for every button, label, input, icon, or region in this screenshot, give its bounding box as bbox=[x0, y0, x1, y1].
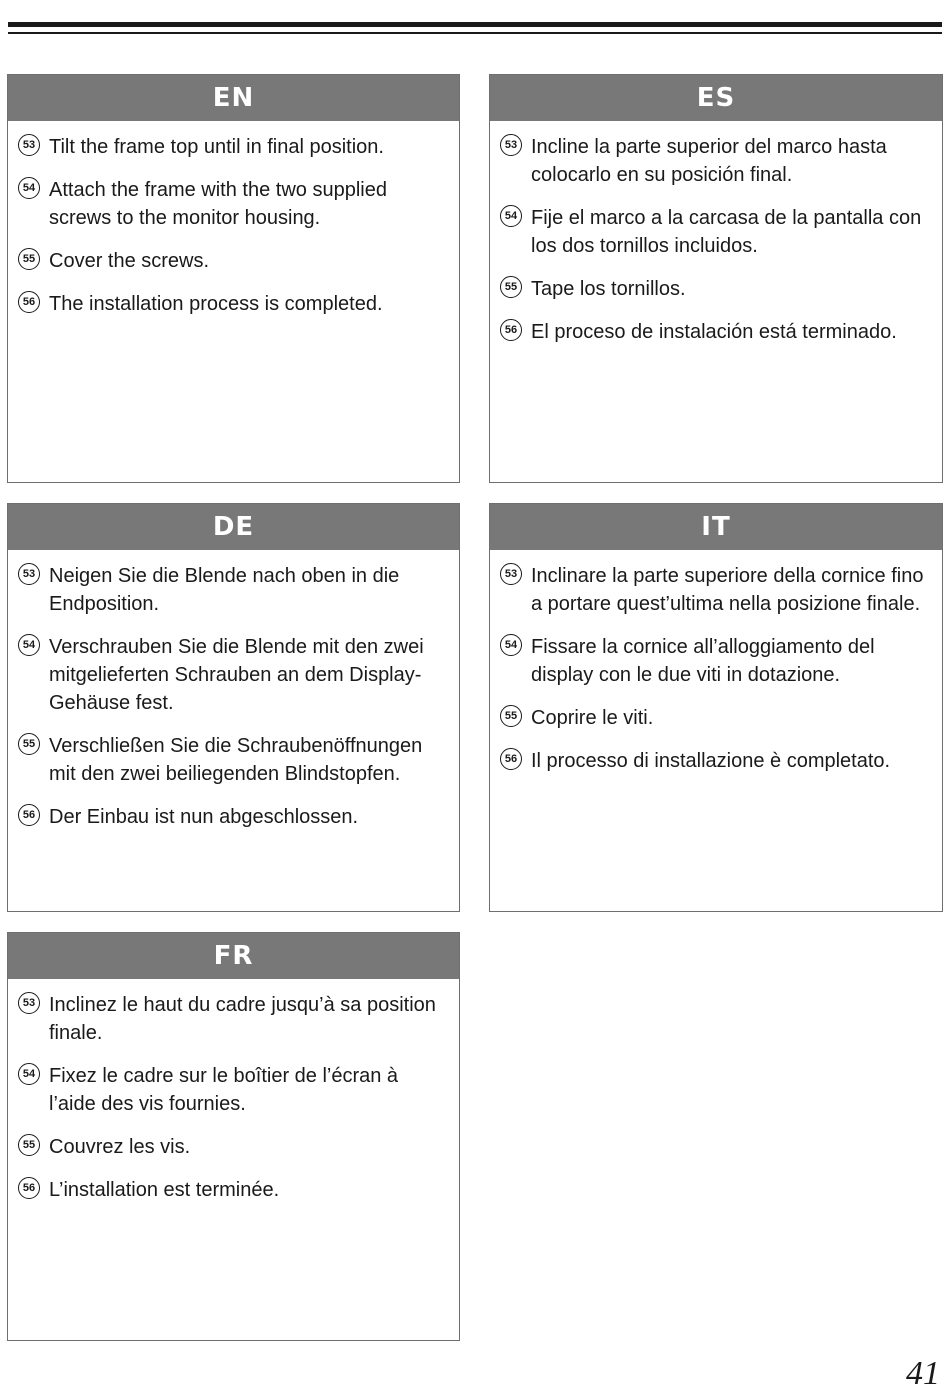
step-text: Verschließen Sie die Schraubenöffnungen mit den zwei beiliegenden Blindstopfen. bbox=[49, 735, 423, 785]
section-fr-heading: FR bbox=[8, 933, 459, 979]
step-item bbox=[500, 562, 932, 618]
step-item bbox=[500, 318, 932, 346]
step-text: El proceso de instalación está terminado. bbox=[531, 321, 897, 343]
section-it-steps bbox=[490, 550, 942, 775]
step-item bbox=[18, 1062, 449, 1118]
step-number-icon: 54 bbox=[18, 1063, 40, 1085]
section-de-steps bbox=[8, 550, 459, 831]
step-item bbox=[18, 803, 449, 831]
step-text: Verschrauben Sie die Blende mit den zwei mitgelieferten Schrauben an dem Display-Gehäuse fest. bbox=[49, 636, 424, 714]
section-fr-steps bbox=[8, 979, 459, 1204]
step-item bbox=[18, 247, 449, 275]
step-text: Tilt the frame top until in final position. bbox=[49, 136, 384, 158]
step-text: Inclinez le haut du cadre jusqu’à sa position finale. bbox=[49, 994, 436, 1044]
step-item bbox=[18, 176, 449, 232]
section-it bbox=[489, 503, 943, 912]
step-item bbox=[500, 275, 932, 303]
step-text: Neigen Sie die Blende nach oben in die Endposition. bbox=[49, 565, 400, 615]
step-text: Couvrez les vis. bbox=[49, 1136, 191, 1158]
step-item bbox=[18, 290, 449, 318]
step-text: Fije el marco a la carcasa de la pantalla con los dos tornillos incluidos. bbox=[531, 207, 922, 257]
step-text: Cover the screws. bbox=[49, 250, 210, 272]
step-number-icon: 53 bbox=[18, 992, 40, 1014]
step-number-icon: 54 bbox=[500, 634, 522, 656]
step-text: Der Einbau ist nun abgeschlossen. bbox=[49, 806, 359, 828]
section-en bbox=[7, 74, 460, 483]
step-number-icon: 54 bbox=[500, 205, 522, 227]
step-text: Fissare la cornice all’alloggiamento del display con le due viti in dotazione. bbox=[531, 636, 875, 686]
step-number-icon: 56 bbox=[500, 319, 522, 341]
step-text: Attach the frame with the two supplied screws to the monitor housing. bbox=[49, 179, 387, 229]
section-de bbox=[7, 503, 460, 912]
step-number-icon: 55 bbox=[18, 733, 40, 755]
step-text: Tape los tornillos. bbox=[531, 278, 686, 300]
step-number-icon: 54 bbox=[18, 177, 40, 199]
step-number-icon: 56 bbox=[18, 291, 40, 313]
step-item bbox=[18, 1176, 449, 1204]
section-en-steps bbox=[8, 121, 459, 318]
step-text: Il processo di installazione è completato. bbox=[531, 750, 891, 772]
step-item bbox=[500, 633, 932, 689]
step-number-icon: 55 bbox=[18, 248, 40, 270]
step-text: Coprire le viti. bbox=[531, 707, 654, 729]
step-number-icon: 54 bbox=[18, 634, 40, 656]
page-number: 41 bbox=[906, 1355, 940, 1392]
step-number-icon: 53 bbox=[500, 134, 522, 156]
step-item bbox=[18, 732, 449, 788]
step-item bbox=[500, 704, 932, 732]
step-number-icon: 53 bbox=[18, 134, 40, 156]
section-it-heading: IT bbox=[490, 504, 942, 550]
step-number-icon: 53 bbox=[500, 563, 522, 585]
section-en-heading: EN bbox=[8, 75, 459, 121]
step-number-icon: 55 bbox=[500, 276, 522, 298]
step-text: Fixez le cadre sur le boîtier de l’écran à l’aide des vis fournies. bbox=[49, 1065, 399, 1115]
step-text: L’installation est terminée. bbox=[49, 1179, 280, 1201]
step-number-icon: 55 bbox=[18, 1134, 40, 1156]
section-es-heading: ES bbox=[490, 75, 942, 121]
header-rule-thick bbox=[8, 22, 942, 27]
step-item bbox=[500, 133, 932, 189]
section-es bbox=[489, 74, 943, 483]
section-fr bbox=[7, 932, 460, 1341]
step-item bbox=[18, 1133, 449, 1161]
step-item bbox=[18, 633, 449, 717]
step-number-icon: 56 bbox=[18, 804, 40, 826]
step-text: The installation process is completed. bbox=[49, 293, 383, 315]
step-item bbox=[18, 562, 449, 618]
step-number-icon: 53 bbox=[18, 563, 40, 585]
step-text: Inclinare la parte superiore della cornice fino a portare quest’ultima nella posizione finale. bbox=[531, 565, 924, 615]
step-number-icon: 55 bbox=[500, 705, 522, 727]
step-text: Incline la parte superior del marco hasta colocarlo en su posición final. bbox=[531, 136, 887, 186]
step-item bbox=[500, 747, 932, 775]
section-de-heading: DE bbox=[8, 504, 459, 550]
section-es-steps bbox=[490, 121, 942, 346]
header-rule-thin bbox=[8, 32, 942, 34]
step-number-icon: 56 bbox=[18, 1177, 40, 1199]
step-item bbox=[18, 991, 449, 1047]
step-item bbox=[500, 204, 932, 260]
step-item bbox=[18, 133, 449, 161]
step-number-icon: 56 bbox=[500, 748, 522, 770]
